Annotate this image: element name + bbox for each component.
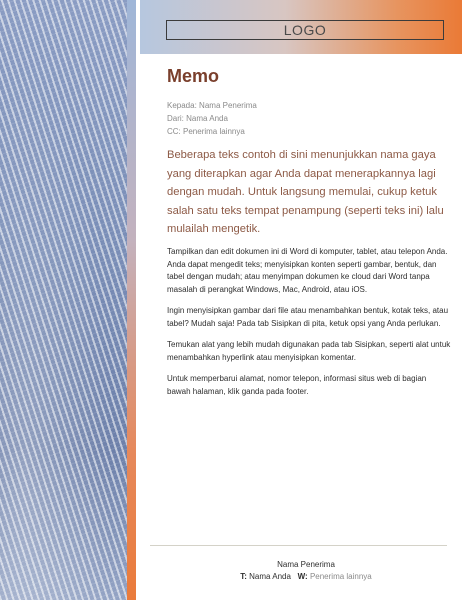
- body-paragraph[interactable]: Ingin menyisipkan gambar dari file atau menambahkan bentuk, kotak teks, atau tabel? Mudah saja! Pada tab Sisipkan di pita, ketuk opsi yang Anda perlukan.: [167, 306, 449, 328]
- logo-text: LOGO: [283, 22, 327, 38]
- to-label: Kepada:: [167, 101, 197, 110]
- logo-placeholder[interactable]: [166, 20, 444, 40]
- memo-title[interactable]: Memo: [167, 66, 220, 86]
- body-paragraph[interactable]: Temukan alat yang lebih mudah digunakan pada tab Sisipkan, seperti alat untuk menambahkan hyperlink atau menyisipkan komentar.: [167, 340, 451, 362]
- footer-w-value[interactable]: Penerima lainnya: [309, 571, 372, 581]
- to-line[interactable]: [167, 99, 257, 112]
- footer-contact-line: [150, 571, 462, 583]
- memo-meta: [167, 99, 257, 138]
- footer-name[interactable]: Nama Penerima: [277, 560, 335, 569]
- footer[interactable]: [150, 559, 462, 582]
- to-value[interactable]: Nama Penerima: [199, 101, 257, 110]
- footer-w-label: W:: [297, 571, 308, 581]
- footer-t-value[interactable]: Nama Anda: [249, 571, 291, 581]
- intro-text[interactable]: Beberapa teks contoh di sini menunjukkan nama gaya yang diterapkan agar Anda dapat menerapkannya lagi dengan mudah. Untuk langsung memulai, cukup ketuk salah satu teks tempat penampung (seperti teks ini) lalu mulailah mengetik.: [167, 149, 444, 235]
- cc-line[interactable]: [167, 125, 257, 138]
- body-paragraph[interactable]: Untuk memperbarui alamat, nomor telepon, informasi situs web di bagian bawah halaman, klik ganda pada footer.: [167, 374, 427, 396]
- cc-label: CC:: [167, 127, 181, 136]
- cc-value[interactable]: Penerima lainnya: [183, 127, 245, 136]
- footer-divider: [150, 545, 447, 546]
- body-paragraph[interactable]: Tampilkan dan edit dokumen ini di Word di komputer, tablet, atau telepon Anda. Anda dapat mengedit teks; menyisipkan konten seperti gambar, bentuk, dan tabel dengan mudah; atau menyimpan dokumen ke cloud dari Word tanpa masalah di perangkat Windows, Mac, Android, atau iOS.: [167, 247, 448, 294]
- accent-bar: [127, 0, 136, 600]
- from-line[interactable]: [167, 112, 257, 125]
- decorative-photo: [0, 0, 127, 600]
- memo-body: [167, 246, 452, 407]
- footer-t-label: T:: [240, 571, 247, 581]
- from-value[interactable]: Nama Anda: [186, 114, 228, 123]
- from-label: Dari:: [167, 114, 184, 123]
